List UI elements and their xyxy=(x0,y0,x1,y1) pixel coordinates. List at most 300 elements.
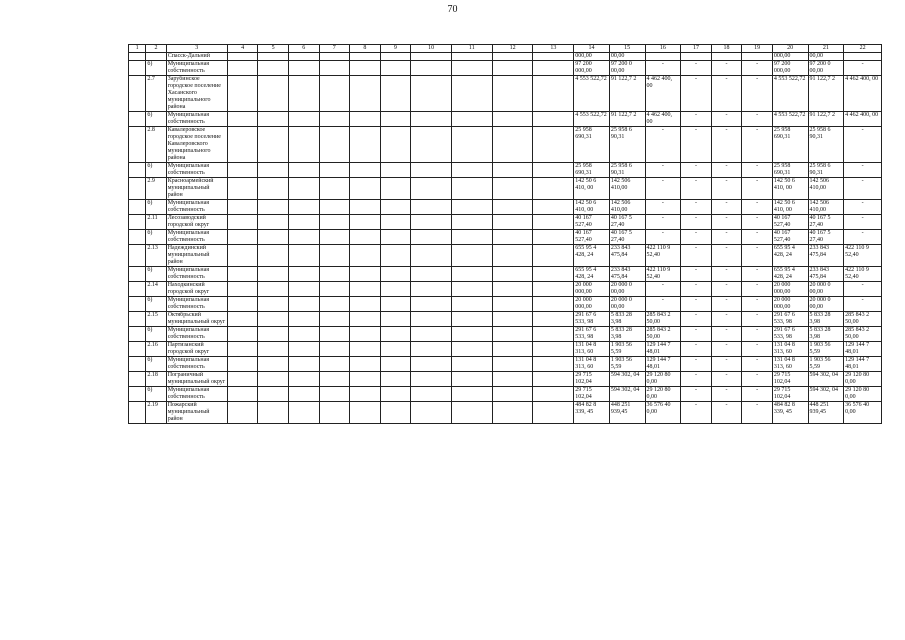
table-cell: - xyxy=(742,372,773,387)
table-cell xyxy=(319,245,350,267)
table-cell: 1 903 56 5,59 xyxy=(808,357,844,372)
table-cell xyxy=(451,178,492,200)
table-cell: - xyxy=(681,230,712,245)
table-cell: - xyxy=(742,215,773,230)
table-cell xyxy=(258,163,289,178)
table-cell xyxy=(288,267,319,282)
table-cell xyxy=(492,61,533,76)
table-cell: 131 04 8 313, 60 xyxy=(772,357,808,372)
table-cell: - xyxy=(711,230,742,245)
table-cell: 29 120 80 0,00 xyxy=(645,372,681,387)
table-cell: 000,00 xyxy=(574,53,610,61)
table-cell xyxy=(129,200,146,215)
table-cell: 655 95 4 428, 24 xyxy=(772,267,808,282)
table-cell xyxy=(492,215,533,230)
table-cell xyxy=(350,245,381,267)
column-number-cell: 7 xyxy=(319,45,350,53)
column-number-cell: 19 xyxy=(742,45,773,53)
table-cell: 142 50 6 410, 00 xyxy=(574,200,610,215)
table-cell: 91 122,7 2 xyxy=(609,112,645,127)
table-cell xyxy=(129,53,146,61)
table-cell xyxy=(129,61,146,76)
table-cell xyxy=(380,267,411,282)
column-number-cell: 22 xyxy=(844,45,882,53)
table-cell: - xyxy=(742,297,773,312)
table-cell xyxy=(129,342,146,357)
table-cell xyxy=(350,342,381,357)
table-cell xyxy=(288,200,319,215)
table-cell: 29 120 80 0,00 xyxy=(645,387,681,402)
table-cell xyxy=(411,327,452,342)
table-cell: 40 167 527,40 xyxy=(772,230,808,245)
table-cell: 291 67 6 533, 98 xyxy=(574,327,610,342)
table-cell: 25 958 690,31 xyxy=(574,163,610,178)
table-cell xyxy=(492,163,533,178)
table-row xyxy=(129,200,882,215)
table-cell: 2.14 xyxy=(146,282,166,297)
table-row xyxy=(129,112,882,127)
table-cell: - xyxy=(681,215,712,230)
table-cell: - xyxy=(645,127,681,163)
table-cell xyxy=(129,297,146,312)
table-cell xyxy=(492,76,533,112)
table-row xyxy=(129,76,882,112)
column-number-cell: 4 xyxy=(227,45,258,53)
table-cell xyxy=(258,127,289,163)
table-row xyxy=(129,297,882,312)
table-cell: 233 843 475,84 xyxy=(808,267,844,282)
table-cell: 1 903 56 5,59 xyxy=(609,342,645,357)
table-cell: 20 000 000,00 xyxy=(772,297,808,312)
table-cell xyxy=(451,53,492,61)
table-cell xyxy=(451,76,492,112)
table-cell xyxy=(258,327,289,342)
table-cell: - xyxy=(844,230,882,245)
table-cell: - xyxy=(742,178,773,200)
table-cell: - xyxy=(742,342,773,357)
table-cell: - xyxy=(844,215,882,230)
table-cell xyxy=(533,357,574,372)
table-cell xyxy=(319,267,350,282)
table-cell: 4 462 400, 00 xyxy=(844,76,882,112)
table-cell: - xyxy=(681,200,712,215)
table-cell xyxy=(492,387,533,402)
table-cell: - xyxy=(711,112,742,127)
table-cell: Зарубинское городское поселение Хасанского муниципального района xyxy=(166,76,227,112)
table-cell: - xyxy=(844,127,882,163)
table-cell xyxy=(451,215,492,230)
table-cell: - xyxy=(711,357,742,372)
table-cell xyxy=(350,230,381,245)
table-cell: 29 715 102,04 xyxy=(574,372,610,387)
table-cell xyxy=(319,163,350,178)
table-cell: 20 000 000,00 xyxy=(574,297,610,312)
table-cell xyxy=(350,61,381,76)
table-cell xyxy=(533,312,574,327)
table-cell: Надеждинский муниципальный район xyxy=(166,245,227,267)
table-cell: б) xyxy=(146,163,166,178)
table-cell xyxy=(411,245,452,267)
table-cell xyxy=(451,327,492,342)
table-cell xyxy=(533,215,574,230)
table-cell: - xyxy=(681,402,712,424)
table-cell xyxy=(350,267,381,282)
table-cell: 20 000 0 00,00 xyxy=(808,282,844,297)
table-row xyxy=(129,178,882,200)
table-cell xyxy=(129,245,146,267)
table-cell: 291 67 6 533, 98 xyxy=(772,312,808,327)
table-cell: - xyxy=(711,312,742,327)
table-cell xyxy=(380,327,411,342)
table-cell xyxy=(129,163,146,178)
table-cell xyxy=(319,53,350,61)
table-cell: Муниципальная собственность xyxy=(166,230,227,245)
table-cell: 20 000 0 00,00 xyxy=(808,297,844,312)
table-cell xyxy=(533,327,574,342)
table-cell xyxy=(350,297,381,312)
table-cell xyxy=(227,312,258,327)
table-cell: - xyxy=(711,327,742,342)
table-cell: - xyxy=(742,112,773,127)
table-cell xyxy=(319,215,350,230)
column-number-cell: 5 xyxy=(258,45,289,53)
table-cell xyxy=(533,163,574,178)
table-cell xyxy=(319,178,350,200)
table-cell xyxy=(380,230,411,245)
column-number-cell: 2 xyxy=(146,45,166,53)
table-cell xyxy=(350,372,381,387)
table-cell: - xyxy=(844,61,882,76)
table-cell xyxy=(288,357,319,372)
table-cell: Муниципальная собственность xyxy=(166,357,227,372)
table-cell: - xyxy=(681,127,712,163)
table-cell xyxy=(380,372,411,387)
table-cell xyxy=(227,245,258,267)
table-cell xyxy=(129,372,146,387)
table-cell xyxy=(411,267,452,282)
table-cell: 40 167 5 27,40 xyxy=(609,230,645,245)
table-cell xyxy=(492,112,533,127)
table-cell xyxy=(844,53,882,61)
table-cell: 91 122,7 2 xyxy=(808,112,844,127)
table-cell: - xyxy=(711,402,742,424)
table-cell: Лесозаводский городской округ xyxy=(166,215,227,230)
table-cell xyxy=(258,200,289,215)
table-cell xyxy=(258,112,289,127)
column-number-cell: 6 xyxy=(288,45,319,53)
table-row xyxy=(129,61,882,76)
table-cell xyxy=(350,312,381,327)
table-cell: 233 843 475,84 xyxy=(609,267,645,282)
table-cell xyxy=(451,342,492,357)
table-cell: Муниципальная собственность xyxy=(166,61,227,76)
table-cell xyxy=(350,282,381,297)
table-row xyxy=(129,372,882,387)
table-cell xyxy=(350,163,381,178)
table-cell: - xyxy=(844,163,882,178)
table-cell: б) xyxy=(146,267,166,282)
table-cell: 00,00 xyxy=(609,53,645,61)
column-number-cell: 13 xyxy=(533,45,574,53)
table-cell xyxy=(258,357,289,372)
table-cell xyxy=(258,215,289,230)
table-cell: 25 958 6 90,31 xyxy=(609,163,645,178)
table-cell xyxy=(492,342,533,357)
table-cell: 285 843 2 50,00 xyxy=(844,327,882,342)
table-cell xyxy=(350,215,381,230)
table-cell xyxy=(533,267,574,282)
table-cell xyxy=(533,282,574,297)
table-cell xyxy=(129,230,146,245)
table-cell xyxy=(411,402,452,424)
table-cell: - xyxy=(681,372,712,387)
table-cell xyxy=(350,357,381,372)
table-cell xyxy=(411,53,452,61)
table-cell xyxy=(411,112,452,127)
table-cell: 29 715 102,04 xyxy=(574,387,610,402)
table-cell xyxy=(319,387,350,402)
table-cell: б) xyxy=(146,61,166,76)
table-cell xyxy=(258,372,289,387)
table-cell: - xyxy=(711,215,742,230)
table-cell xyxy=(380,61,411,76)
table-cell: - xyxy=(711,127,742,163)
table-cell xyxy=(227,163,258,178)
table-cell: 594 302, 04 xyxy=(609,387,645,402)
table-cell xyxy=(492,327,533,342)
table-cell xyxy=(380,245,411,267)
table-cell xyxy=(227,267,258,282)
table-cell xyxy=(258,282,289,297)
table-cell: - xyxy=(742,282,773,297)
table-cell: 2.11 xyxy=(146,215,166,230)
table-cell xyxy=(451,402,492,424)
table-row xyxy=(129,402,882,424)
table-cell: 4 553 522,72 xyxy=(574,76,610,112)
table-cell: - xyxy=(645,61,681,76)
table-cell xyxy=(380,127,411,163)
table-cell xyxy=(288,282,319,297)
table-cell: 1 903 56 5,59 xyxy=(609,357,645,372)
table-cell: - xyxy=(645,215,681,230)
table-cell: 29 715 102,04 xyxy=(772,387,808,402)
table-cell xyxy=(380,402,411,424)
table-cell: 2.15 xyxy=(146,312,166,327)
table-row xyxy=(129,215,882,230)
table-cell: 2.9 xyxy=(146,178,166,200)
table-cell xyxy=(492,53,533,61)
table-cell: 4 553 522,72 xyxy=(772,112,808,127)
table-cell xyxy=(451,230,492,245)
table-cell: 131 04 8 313, 60 xyxy=(574,357,610,372)
table-cell xyxy=(288,112,319,127)
table-cell xyxy=(258,61,289,76)
table-cell: - xyxy=(681,245,712,267)
table-cell: - xyxy=(742,387,773,402)
table-cell: - xyxy=(645,163,681,178)
table-cell xyxy=(227,342,258,357)
table-cell xyxy=(227,76,258,112)
table-cell: - xyxy=(711,372,742,387)
table-cell xyxy=(451,127,492,163)
table-cell xyxy=(380,387,411,402)
table-cell: - xyxy=(681,357,712,372)
table-row xyxy=(129,342,882,357)
table-cell xyxy=(319,112,350,127)
table-cell xyxy=(350,76,381,112)
table-cell xyxy=(288,312,319,327)
table-cell: 4 462 400, 00 xyxy=(645,112,681,127)
table-cell xyxy=(319,342,350,357)
table-cell xyxy=(492,267,533,282)
table-cell: - xyxy=(742,230,773,245)
table-cell: 25 958 6 90,31 xyxy=(808,127,844,163)
table-cell xyxy=(319,200,350,215)
column-number-cell: 10 xyxy=(411,45,452,53)
table-cell xyxy=(227,215,258,230)
table-cell: - xyxy=(711,282,742,297)
table-cell: - xyxy=(645,200,681,215)
table-cell: 2.16 xyxy=(146,342,166,357)
table-cell: 4 462 400, 00 xyxy=(844,112,882,127)
table-cell: 25 958 690,31 xyxy=(574,127,610,163)
table-cell: - xyxy=(742,267,773,282)
table-cell xyxy=(411,230,452,245)
table-cell xyxy=(380,163,411,178)
table-cell xyxy=(533,53,574,61)
table-cell xyxy=(451,267,492,282)
table-cell xyxy=(451,297,492,312)
table-cell: Спасск-Дальний xyxy=(166,53,227,61)
table-cell xyxy=(227,357,258,372)
table-cell xyxy=(129,327,146,342)
table-cell: 000,00 xyxy=(772,53,808,61)
table-cell: 97 200 0 00,00 xyxy=(609,61,645,76)
table-cell: 2.19 xyxy=(146,402,166,424)
table-cell xyxy=(411,312,452,327)
table-cell xyxy=(380,297,411,312)
table-cell: 91 122,7 2 xyxy=(808,76,844,112)
table-cell: 5 833 28 3,98 xyxy=(808,312,844,327)
table-cell: б) xyxy=(146,357,166,372)
table-cell xyxy=(288,372,319,387)
table-cell: - xyxy=(645,282,681,297)
table-cell: 36 576 40 0,00 xyxy=(645,402,681,424)
table-cell xyxy=(533,112,574,127)
table-cell: - xyxy=(711,297,742,312)
table-cell: Партизанский городской округ xyxy=(166,342,227,357)
table-cell xyxy=(533,127,574,163)
table-cell: Муниципальная собственность xyxy=(166,163,227,178)
table-cell: Муниципальная собственность xyxy=(166,267,227,282)
column-number-cell: 12 xyxy=(492,45,533,53)
table-cell xyxy=(380,215,411,230)
table-cell xyxy=(380,357,411,372)
table-cell xyxy=(227,200,258,215)
table-row xyxy=(129,53,882,61)
table-cell xyxy=(258,245,289,267)
table-cell xyxy=(288,387,319,402)
table-cell: 655 95 4 428, 24 xyxy=(772,245,808,267)
table-cell: - xyxy=(742,127,773,163)
table-cell xyxy=(227,327,258,342)
table-cell: 142 50 6 410, 00 xyxy=(772,178,808,200)
table-cell: 4 553 522,72 xyxy=(772,76,808,112)
table-cell: 20 000 0 00,00 xyxy=(609,297,645,312)
table-cell xyxy=(288,342,319,357)
table-cell xyxy=(129,282,146,297)
table-cell xyxy=(319,312,350,327)
table-cell: 285 843 2 50,00 xyxy=(645,327,681,342)
table-cell: б) xyxy=(146,327,166,342)
column-number-cell: 18 xyxy=(711,45,742,53)
table-cell: 484 82 8 339, 45 xyxy=(772,402,808,424)
table-cell xyxy=(492,230,533,245)
table-cell: Октябрьский муниципальный округ xyxy=(166,312,227,327)
table-cell: 142 506 410,00 xyxy=(808,178,844,200)
table-cell: Пожарский муниципальный район xyxy=(166,402,227,424)
table-cell: 594 302, 04 xyxy=(808,387,844,402)
table-cell: 484 82 8 339, 45 xyxy=(574,402,610,424)
table-cell xyxy=(288,163,319,178)
table-cell xyxy=(227,387,258,402)
table-cell xyxy=(258,297,289,312)
table-cell xyxy=(288,61,319,76)
table-cell: Муниципальная собственность xyxy=(166,297,227,312)
table-cell xyxy=(258,402,289,424)
table-cell: - xyxy=(711,387,742,402)
table-row xyxy=(129,312,882,327)
table-cell: - xyxy=(711,76,742,112)
table-cell: 422 110 9 52,40 xyxy=(645,267,681,282)
table-cell: - xyxy=(844,200,882,215)
table-cell: - xyxy=(681,327,712,342)
table-cell xyxy=(451,357,492,372)
table-cell: 29 120 80 0,00 xyxy=(844,372,882,387)
table-cell: 2.13 xyxy=(146,245,166,267)
table-cell xyxy=(492,200,533,215)
table-cell: - xyxy=(645,230,681,245)
table-cell xyxy=(350,387,381,402)
table-cell: 5 833 28 3,98 xyxy=(808,327,844,342)
table-cell: 655 95 4 428, 24 xyxy=(574,267,610,282)
table-cell xyxy=(227,230,258,245)
table-cell: 448 251 939,45 xyxy=(808,402,844,424)
table-cell: Муниципальная собственность xyxy=(166,200,227,215)
table-cell: 142 506 410,00 xyxy=(609,200,645,215)
table-cell xyxy=(492,402,533,424)
table-cell xyxy=(533,402,574,424)
table-cell: 285 843 2 50,00 xyxy=(645,312,681,327)
table-cell xyxy=(350,53,381,61)
table-cell xyxy=(319,357,350,372)
table-cell xyxy=(380,282,411,297)
table-cell xyxy=(380,53,411,61)
table-cell xyxy=(129,76,146,112)
page-number: 70 xyxy=(447,4,458,15)
table-cell xyxy=(533,230,574,245)
table-cell: 29 120 80 0,00 xyxy=(844,387,882,402)
table-cell xyxy=(288,127,319,163)
table-cell: - xyxy=(711,163,742,178)
column-number-cell: 17 xyxy=(681,45,712,53)
table-cell: 97 200 000,00 xyxy=(772,61,808,76)
table-cell: - xyxy=(711,245,742,267)
table-cell: 1 903 56 5,59 xyxy=(808,342,844,357)
table-cell: 129 144 7 48,01 xyxy=(844,357,882,372)
table-cell xyxy=(492,178,533,200)
column-number-cell: 16 xyxy=(645,45,681,53)
